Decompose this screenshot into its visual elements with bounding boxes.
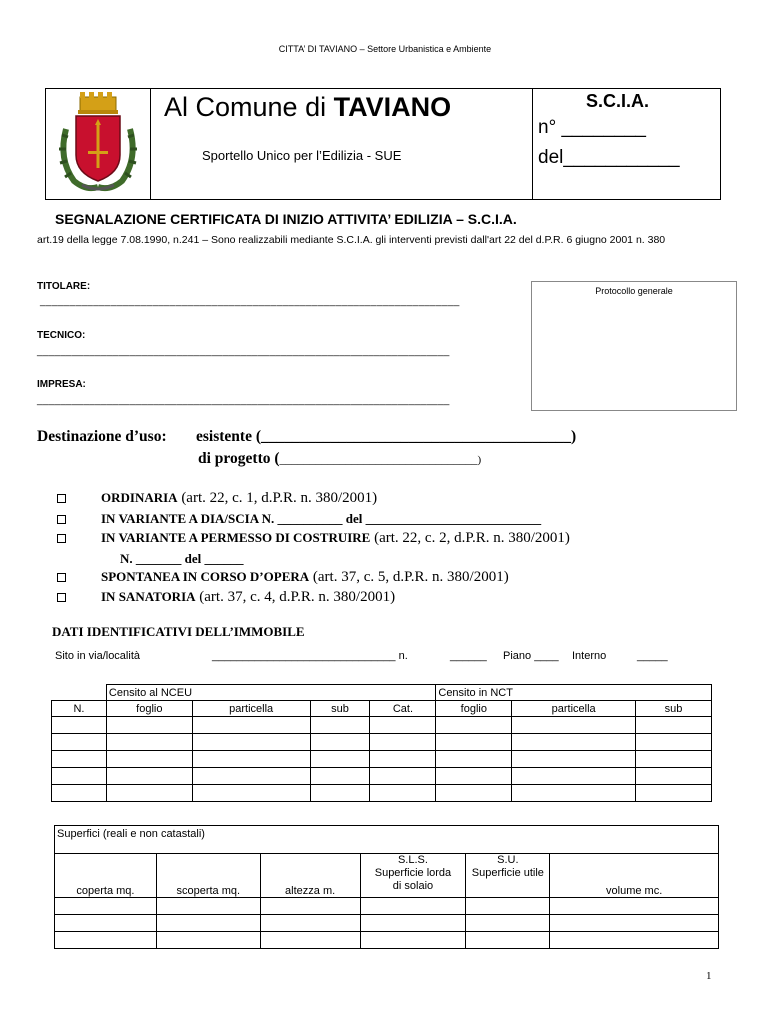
- header-line: CITTA’ DI TAVIANO – Settore Urbanistica e Ambiente: [278, 44, 492, 54]
- col-header: Cat.: [370, 701, 436, 717]
- col-header: foglio: [106, 701, 192, 717]
- scia-cell: [532, 89, 720, 199]
- col-header: sub: [636, 701, 712, 717]
- col-header: altezza m.: [260, 854, 360, 898]
- catasto-table: [51, 684, 712, 802]
- subtitle: art.19 della legge 7.08.1990, n.241 – Sono realizzabili mediante S.C.I.A. gli interventi previsti dall'art 22 del d.P.R. 6 giugno 2001 n. 380: [37, 234, 666, 246]
- dati-title: DATI IDENTIFICATIVI DELL’IMMOBILE: [52, 624, 305, 639]
- table-row: [52, 751, 712, 768]
- coat-of-arms-icon: [46, 89, 150, 199]
- col-header: sub: [310, 701, 370, 717]
- impresa-label: IMPRESA:: [37, 379, 86, 390]
- checkbox[interactable]: [57, 494, 66, 503]
- table-row: [55, 898, 719, 915]
- col-header: particella: [512, 701, 636, 717]
- superfici-title: Superfici (reali e non catastali): [55, 826, 719, 854]
- table-row: [55, 932, 719, 949]
- col-header: foglio: [436, 701, 512, 717]
- protocollo-label: Protocollo generale: [595, 286, 673, 296]
- table-row: [55, 915, 719, 932]
- nct-header: Censito in NCT: [436, 685, 712, 701]
- checkbox[interactable]: [57, 593, 66, 602]
- title-box: [45, 88, 721, 200]
- sito-line: ______________________________ n.: [212, 650, 408, 662]
- sito-interno: Interno: [572, 650, 607, 662]
- scia-label: S.C.I.A.: [586, 91, 650, 111]
- sportello-label: Sportello Unico per l’Edilizia - SUE: [202, 148, 402, 163]
- destinazione-progetto: di progetto (_________________________________): [198, 450, 482, 467]
- col-header: volume mc.: [550, 854, 719, 898]
- sito-number-line: ______: [450, 650, 487, 662]
- scia-number: n° ________: [538, 117, 646, 138]
- main-title: SEGNALAZIONE CERTIFICATA DI INIZIO ATTIVITA’ EDILIZIA – S.C.I.A.: [55, 211, 517, 227]
- col-header: S.U. Superficie utile: [466, 854, 550, 898]
- titolare-label: TITOLARE:: [37, 281, 91, 292]
- col-header: particella: [192, 701, 310, 717]
- sito-interno-line: _____: [637, 650, 668, 662]
- superfici-table: [54, 825, 719, 949]
- nceu-header: Censito al NCEU: [106, 685, 435, 701]
- tecnico-line: _______________________________________________________________________: [37, 346, 450, 357]
- crest-cell: [46, 89, 151, 199]
- table-row: [52, 785, 712, 802]
- sito-piano: Piano ____: [503, 650, 559, 662]
- protocollo-box: [531, 281, 737, 411]
- destinazione-label: Destinazione d’uso:: [37, 428, 167, 445]
- titolare-line: _______________________________________________________________________: [40, 296, 460, 307]
- col-header: scoperta mq.: [156, 854, 260, 898]
- col-header: S.L.S. Superficie lorda di solaio: [360, 854, 466, 898]
- impresa-line: _______________________________________________________________________: [37, 395, 450, 406]
- destinazione-esistente: esistente (________________________________________): [196, 428, 577, 445]
- variante-number: N. _______ del ______: [120, 551, 244, 566]
- table-row: [52, 734, 712, 751]
- comune-title: Al Comune di TAVIANO: [164, 92, 452, 122]
- tecnico-label: TECNICO:: [37, 330, 86, 341]
- comune-name: TAVIANO: [333, 92, 452, 122]
- col-header: N.: [52, 701, 107, 717]
- checkbox[interactable]: [57, 534, 66, 543]
- sito-label: Sito in via/località: [55, 650, 140, 662]
- comune-cell: [150, 89, 533, 199]
- checkbox[interactable]: [57, 515, 66, 524]
- table-row: [52, 717, 712, 734]
- checkbox[interactable]: [57, 573, 66, 582]
- page-number: 1: [706, 970, 712, 982]
- scia-date: del___________: [538, 147, 680, 168]
- col-header: coperta mq.: [55, 854, 157, 898]
- table-row: [52, 768, 712, 785]
